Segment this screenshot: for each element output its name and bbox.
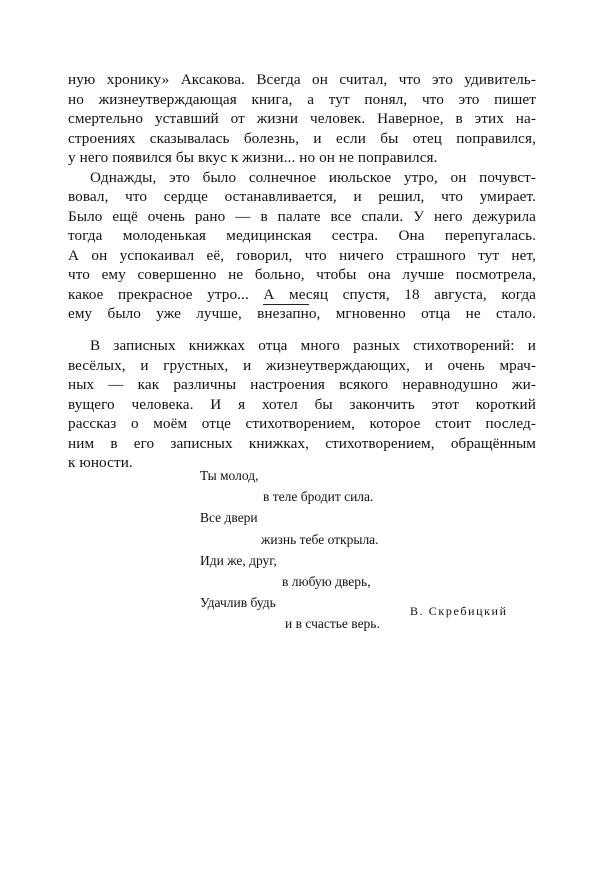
text-line: смертельно уставший от жизни человек. Наверное, в этих на- <box>68 110 536 127</box>
text-line: что ему совершенно не больно, чтобы она лучше посмотрела, <box>68 266 536 283</box>
text-line: ему было уже лучше, внезапно, мгновенно отца не стало. <box>68 305 536 322</box>
poem-line: в теле бродит сила. <box>263 489 374 505</box>
text-line: В записных книжках отца много разных стихотворений: и <box>90 337 536 354</box>
text-line: рассказ о моём отце стихотворением, которое стоит послед- <box>68 415 536 432</box>
text-line: ним в его записных книжках, стихотворением, обращённым <box>68 434 536 452</box>
text-line: но жизнеутверждающая книга, а тут понял, что это пишет <box>68 90 536 108</box>
text-line: какое прекрасное утро... А месяц спустя, 18 августа, когда <box>68 285 536 303</box>
text-line: ных — как различны настроения всякого неравнодушно жи- <box>68 376 536 393</box>
paragraph-3 <box>68 336 536 473</box>
text-line: весёлых, и грустных, и жизнеутверждающих, и очень мрач- <box>68 356 536 374</box>
poem-line: Ты молод, <box>200 468 259 483</box>
text-line: к юности. <box>68 454 133 471</box>
text-block-top <box>68 70 536 324</box>
text-line: строениях сказывалась болезнь, и если бы отец поправился, <box>68 129 536 147</box>
text-line: ную хронику» Аксакова. Всегда он считал, что это удивитель- <box>68 71 536 88</box>
paragraph-2 <box>68 168 536 324</box>
paragraph-1 <box>68 70 536 168</box>
poem-line: в любую дверь, <box>282 573 371 589</box>
text-line: вущего человека. И я хотел бы закончить этот короткий <box>68 395 536 413</box>
poem-line: Все двери <box>200 510 258 526</box>
section-divider <box>263 304 309 305</box>
text-line: вовал, что сердце останавливается, и решил, что умирает. <box>68 188 536 205</box>
text-line: у него появился бы вкус к жизни... но он не поправился. <box>68 149 438 166</box>
text-line: Однажды, это было солнечное июльское утро, он почувст- <box>90 168 536 186</box>
author-signature: В. Скребицкий <box>410 604 508 618</box>
text-line: тогда молоденькая медицинская сестра. Она перепугалась. <box>68 227 536 244</box>
poem-line: жизнь тебе открыла. <box>261 531 379 547</box>
text-line: А он успокаивал её, говорил, что ничего страшного тут нет, <box>68 246 536 264</box>
text-line: Было ещё очень рано — в палате все спали. У него дежурила <box>68 207 536 225</box>
poem-line: Иди же, друг, <box>200 552 277 568</box>
poem-line: и в счастье верь. <box>285 616 380 632</box>
poem-line: Удачлив будь <box>200 595 276 611</box>
